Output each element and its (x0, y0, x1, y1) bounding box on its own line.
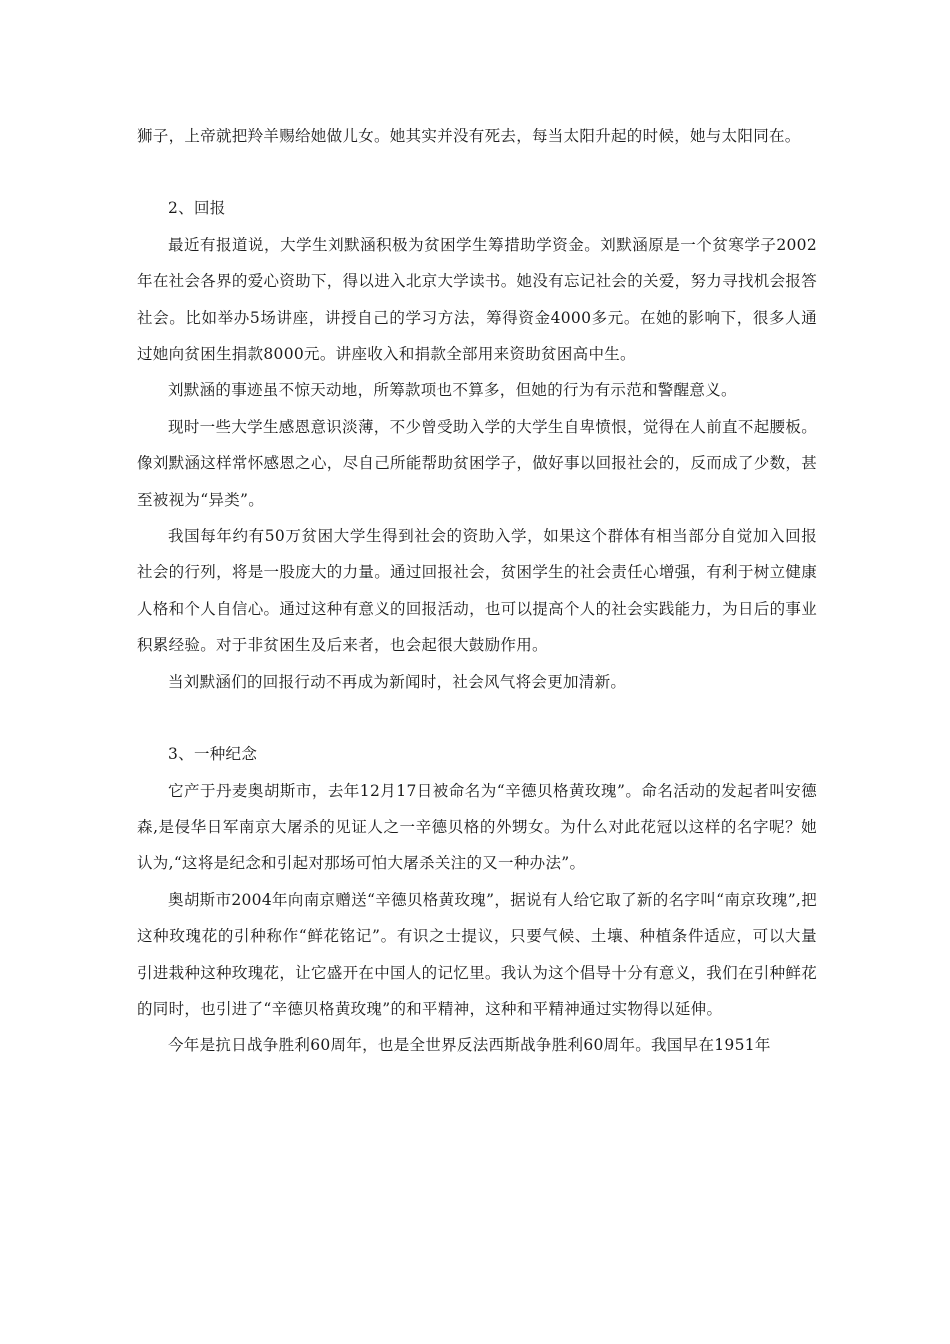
section-2-paragraph-4: 我国每年约有50万贫困大学生得到社会的资助入学，如果这个群体有相当部分自觉加入回报社会的行列，将是一股庞大的力量。通过回报社会，贫困学生的社会责任心增强，有利于树立健康人格和个人自信心。通过这种有意义的回报活动，也可以提高个人的社会实践能力，为日后的事业积累经验。对于非贫困生及后来者，也会起很大鼓励作用。 (137, 527, 817, 655)
section-gap (137, 154, 817, 190)
section-3-paragraph-1: 它产于丹麦奥胡斯市，去年12月17日被命名为“辛德贝格黄玫瑰”。命名活动的发起者叫安德森,是侵华日军南京大屠杀的见证人之一辛德贝格的外甥女。为什么对此花冠以这样的名字呢？她认为,“这将是纪念和引起对那场可怕大屠杀关注的又一种办法”。 (137, 781, 817, 873)
section-2-heading: 2、回报 (168, 199, 226, 218)
section-2-paragraph-3: 现时一些大学生感恩意识淡薄，不少曾受助入学的大学生自卑愤恨，觉得在人前直不起腰板。像刘默涵这样常怀感恩之心，尽自己所能帮助贫困学子，做好事以回报社会的，反而成了少数，甚至被视为“异类”。 (137, 417, 817, 509)
section-3-heading: 3、一种纪念 (168, 745, 258, 764)
document-body (137, 118, 817, 1064)
section-2-paragraph-2: 刘默涵的事迹虽不惊天动地，所筹款项也不算多，但她的行为有示范和警醒意义。 (168, 381, 737, 400)
section-3-paragraph-2: 奥胡斯市2004年向南京赠送“辛德贝格黄玫瑰”，据说有人给它取了新的名字叫“南京玫瑰”,把这种玫瑰花的引种称作“鲜花铭记”。有识之士提议，只要气候、土壤、种植条件适应，可以大量引进栽种这种玫瑰花，让它盛开在中国人的记忆里。我认为这个倡导十分有意义，我们在引种鲜花的同时，也引进了“辛德贝格黄玫瑰”的和平精神，这种和平精神通过实物得以延伸。 (137, 890, 817, 1018)
section-2 (137, 190, 817, 700)
section1-tail-paragraph: 狮子，上帝就把羚羊赐给她做儿女。她其实并没有死去，每当太阳升起的时候，她与太阳同在。 (137, 127, 801, 145)
section-gap (137, 700, 817, 736)
section-2-paragraph-5: 当刘默涵们的回报行动不再成为新闻时，社会风气将会更加清新。 (168, 672, 627, 691)
section-3-paragraph-3: 今年是抗日战争胜利60周年，也是全世界反法西斯战争胜利60周年。我国早在1951年 (168, 1036, 771, 1055)
section-3 (137, 736, 817, 1064)
section-2-paragraph-1: 最近有报道说，大学生刘默涵积极为贫困学生筹措助学资金。刘默涵原是一个贫寒学子2002年在社会各界的爱心资助下，得以进入北京大学读书。她没有忘记社会的关爱，努力寻找机会报答社会。比如举办5场讲座，讲授自己的学习方法，筹得资金4000多元。在她的影响下，很多人通过她向贫困生捐款8000元。讲座收入和捐款全部用来资助贫困高中生。 (137, 235, 817, 364)
